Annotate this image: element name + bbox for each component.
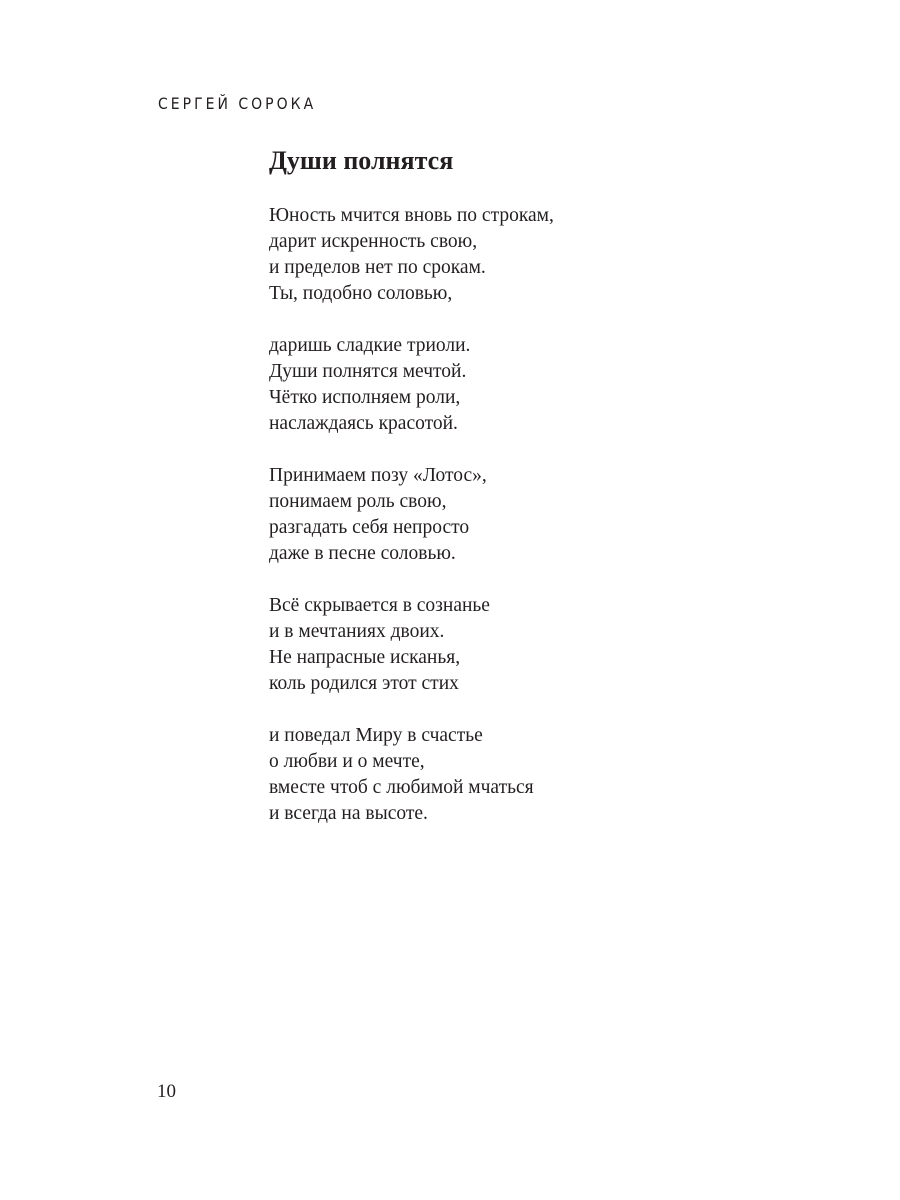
poem-line: вместе чтоб с любимой мчаться xyxy=(269,777,534,798)
poem-line: и всегда на высоте. xyxy=(269,803,428,824)
page-number: 10 xyxy=(157,1081,176,1102)
stanza-2 xyxy=(269,333,829,437)
poem-title: Души полнятся xyxy=(269,146,454,175)
stanza-4 xyxy=(269,593,829,697)
poem-line: Юность мчится вновь по строкам, xyxy=(269,205,554,226)
running-header-author: СЕРГЕЙ СОРОКА xyxy=(158,95,317,114)
poem-line: Души полнятся мечтой. xyxy=(269,361,467,382)
stanza-3 xyxy=(269,463,829,567)
poem-line: наслаждаясь красотой. xyxy=(269,413,458,434)
poem-line: и в мечтаниях двоих. xyxy=(269,621,445,642)
stanza-1 xyxy=(269,203,829,307)
poem-line: понимаем роль свою, xyxy=(269,491,447,512)
poem-line: Чётко исполняем роли, xyxy=(269,387,461,408)
poem-line: дарит искренность свою, xyxy=(269,231,478,252)
poem-line: Всё скрывается в сознанье xyxy=(269,595,490,616)
stanza-5 xyxy=(269,723,829,827)
poem-line: разгадать себя непросто xyxy=(269,517,470,538)
poem-line: Не напрасные исканья, xyxy=(269,647,461,668)
poem-line: и пределов нет по срокам. xyxy=(269,257,486,278)
poem-line: о любви и о мечте, xyxy=(269,751,425,772)
poem-line: и поведал Миру в счастье xyxy=(269,725,483,746)
poem-line: даже в песне соловью. xyxy=(269,543,456,564)
poem-line: даришь сладкие триоли. xyxy=(269,335,471,356)
poem-line: Ты, подобно соловью, xyxy=(269,283,453,304)
poem xyxy=(269,143,829,853)
poem-line: коль родился этот стих xyxy=(269,673,459,694)
poem-line: Принимаем позу «Лотос», xyxy=(269,465,487,486)
